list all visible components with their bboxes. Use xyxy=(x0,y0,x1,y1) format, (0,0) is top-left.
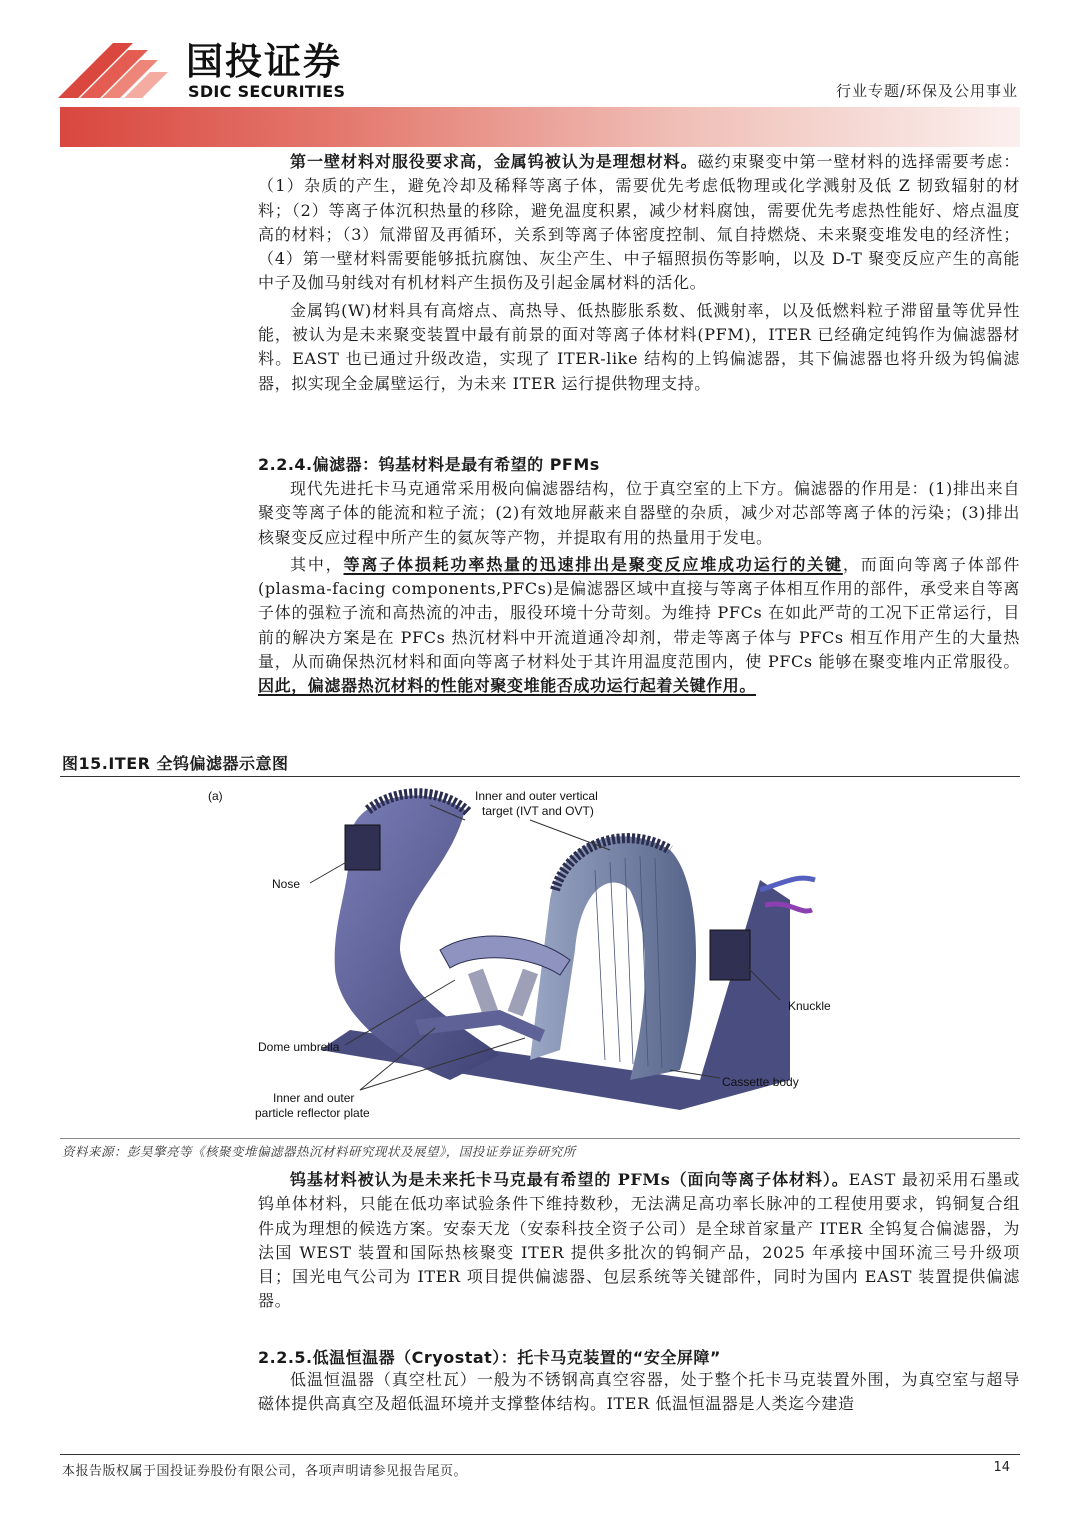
label-ivt-ovt-line2: target (IVT and OVT) xyxy=(482,804,594,818)
logo-text-cn: 国投证券 xyxy=(186,40,342,83)
cryostat-section xyxy=(258,1368,1020,1417)
figure-rule xyxy=(60,776,1020,777)
divertor-cassette-figure xyxy=(200,780,831,1136)
figure-title: 图15.ITER 全钨偏滤器示意图 xyxy=(62,754,289,773)
paragraph-body: 磁约束聚变中第一壁材料的选择需要考虑：（1）杂质的产生，避免冷却及稀释等离子体，需要优先考虑低物理或化学溅射及低 Z 韧致辐射的材料；（2）等离子体沉积热量的移除，避免温度积累，减少材料腐蚀，需要优先考虑热性能好、熔点温度高的材料；（3）氚滞留及再循环，关系到等离子体密度控制、氚自持燃烧、未来聚变堆发电的经济性；（4）第一壁材料需要能够抵抗腐蚀、灰尘产生、中子辐照损伤等影响，以及 D-T 聚变反应产生的高能中子及伽马射线对有机材料产生损伤及引起金属材料的活化。 xyxy=(258,152,1020,293)
divertor-section xyxy=(258,477,1020,699)
tungsten-section xyxy=(258,1168,1020,1314)
paragraph xyxy=(258,553,1020,699)
section-heading-2-2-4: 2.2.4.偏滤器：钨基材料是最有希望的 PFMs xyxy=(258,455,600,474)
knuckle-block xyxy=(710,930,750,980)
page-number: 14 xyxy=(993,1460,1010,1475)
nose-block xyxy=(345,825,380,870)
figure-source: 资料来源：彭昊擎亮等《核聚变堆偏滤器热沉材料研究现状及展望》，国投证券证券研究所 xyxy=(62,1144,576,1159)
first-wall-section xyxy=(258,150,1020,396)
conclusion-emphasis: 因此，偏滤器热沉材料的性能对聚变堆能否成功运行起着关键作用。 xyxy=(258,676,757,696)
paragraph: 低温恒温器（真空杜瓦）一般为不锈钢高真空容器，处于整个托卡马克装置外围，为真空室与超导磁体提供高真空及超低温环境并支撑整体结构。ITER 低温恒温器是人类迄今建造 xyxy=(258,1370,1020,1414)
paragraph: 金属钨(W)材料具有高熔点、高热导、低热膨胀系数、低溅射率，以及低燃料粒子滞留量等优异性能，被认为是未来聚变装置中最有前景的面对等离子体材料(PFM)，ITER 已经确定纯钨作为偏滤器材料。EAST 也已通过升级改造，实现了 ITER-like 结构的上钨偏滤器，其下偏滤器也将升级为钨偏滤器，拟实现全金属壁运行，为未来 ITER 运行提供物理支持。 xyxy=(258,300,1020,393)
label-dome-umbrella: Dome umbrella xyxy=(258,1040,340,1054)
footer-rule xyxy=(60,1454,1020,1455)
section-heading-2-2-5: 2.2.5.低温恒温器（Cryostat）：托卡马克装置的“安全屏障” xyxy=(258,1348,721,1367)
logo-text-en: SDIC SECURITIES xyxy=(188,82,346,101)
lead-sentence: 第一壁材料对服役要求高，金属钨被认为是理想材料。 xyxy=(290,152,698,171)
paragraph xyxy=(258,150,1020,296)
figure-rule xyxy=(60,1138,1020,1139)
label-ivt-ovt-line1: Inner and outer vertical xyxy=(475,789,598,803)
header-band xyxy=(60,107,1020,147)
label-reflector-line1: Inner and outer xyxy=(273,1091,355,1105)
footer-copyright: 本报告版权属于国投证券股份有限公司，各项声明请参见报告尾页。 xyxy=(62,1464,468,1479)
label-cassette-body: Cassette body xyxy=(722,1075,799,1089)
paragraph: 现代先进托卡马克通常采用极向偏滤器结构，位于真空室的上下方。偏滤器的作用是：(1)排出来自聚变等离子体的能流和粒子流；(2)有效地屏蔽来自器壁的杂质，减少对芯部等离子体的污染；(3)排出核聚变反应过程中所产生的氦灰等产物，并提取有用的热量用于发电。 xyxy=(258,479,1020,547)
report-category: 行业专题/环保及公用事业 xyxy=(835,82,1018,100)
label-knuckle: Knuckle xyxy=(788,999,831,1013)
text-span: 其中， xyxy=(290,554,344,574)
paragraph xyxy=(258,1168,1020,1314)
key-emphasis: 等离子体损耗功率热量的迅速排出是聚变反应堆成功运行的关键 xyxy=(343,554,843,574)
text-span: ，而面向等离子体部件(plasma-facing components,PFCs)是偏滤器区域中直接与等离子体相互作用的部件，承受来自等离子体的强粒子流和高热流的冲击，服役环境十分苛刻。为维持 PFCs 在如此严苛的工况下正常运行，目前的解决方案是在 PFCs 热沉材料中开流道通冷却剂，带走等离子体与 PFCs 相互作用产生的大量热量，从而确保热沉材料和面向等离子材料处于其许用温度范围内，使 PFCs 能够在聚变堆内正常服役。 xyxy=(258,554,1020,672)
lead-sentence: 钨基材料被认为是未来托卡马克最有希望的 PFMs（面向等离子体材料）。 xyxy=(290,1170,849,1189)
label-nose: Nose xyxy=(272,877,301,891)
label-reflector-line2: particle reflector plate xyxy=(255,1106,370,1120)
paragraph-body: EAST 最初采用石墨或钨单体材料，只能在低功率试验条件下维持数秒，无法满足高功率长脉冲的工程使用要求，钨铜复合组件成为理想的候选方案。安泰天龙（安泰科技全资子公司）是全球首家量产 ITER 全钨复合偏滤器，为法国 WEST 装置和国际热核聚变 ITER 提供多批次的钨铜产品，2025 年承接中国环流三号升级项目；国光电气公司为 ITER 项目提供偏滤器、包层系统等关键部件，同时为国内 EAST 装置提供偏滤器。 xyxy=(258,1170,1020,1311)
logo-mark xyxy=(58,38,178,102)
panel-label: (a) xyxy=(208,789,223,803)
